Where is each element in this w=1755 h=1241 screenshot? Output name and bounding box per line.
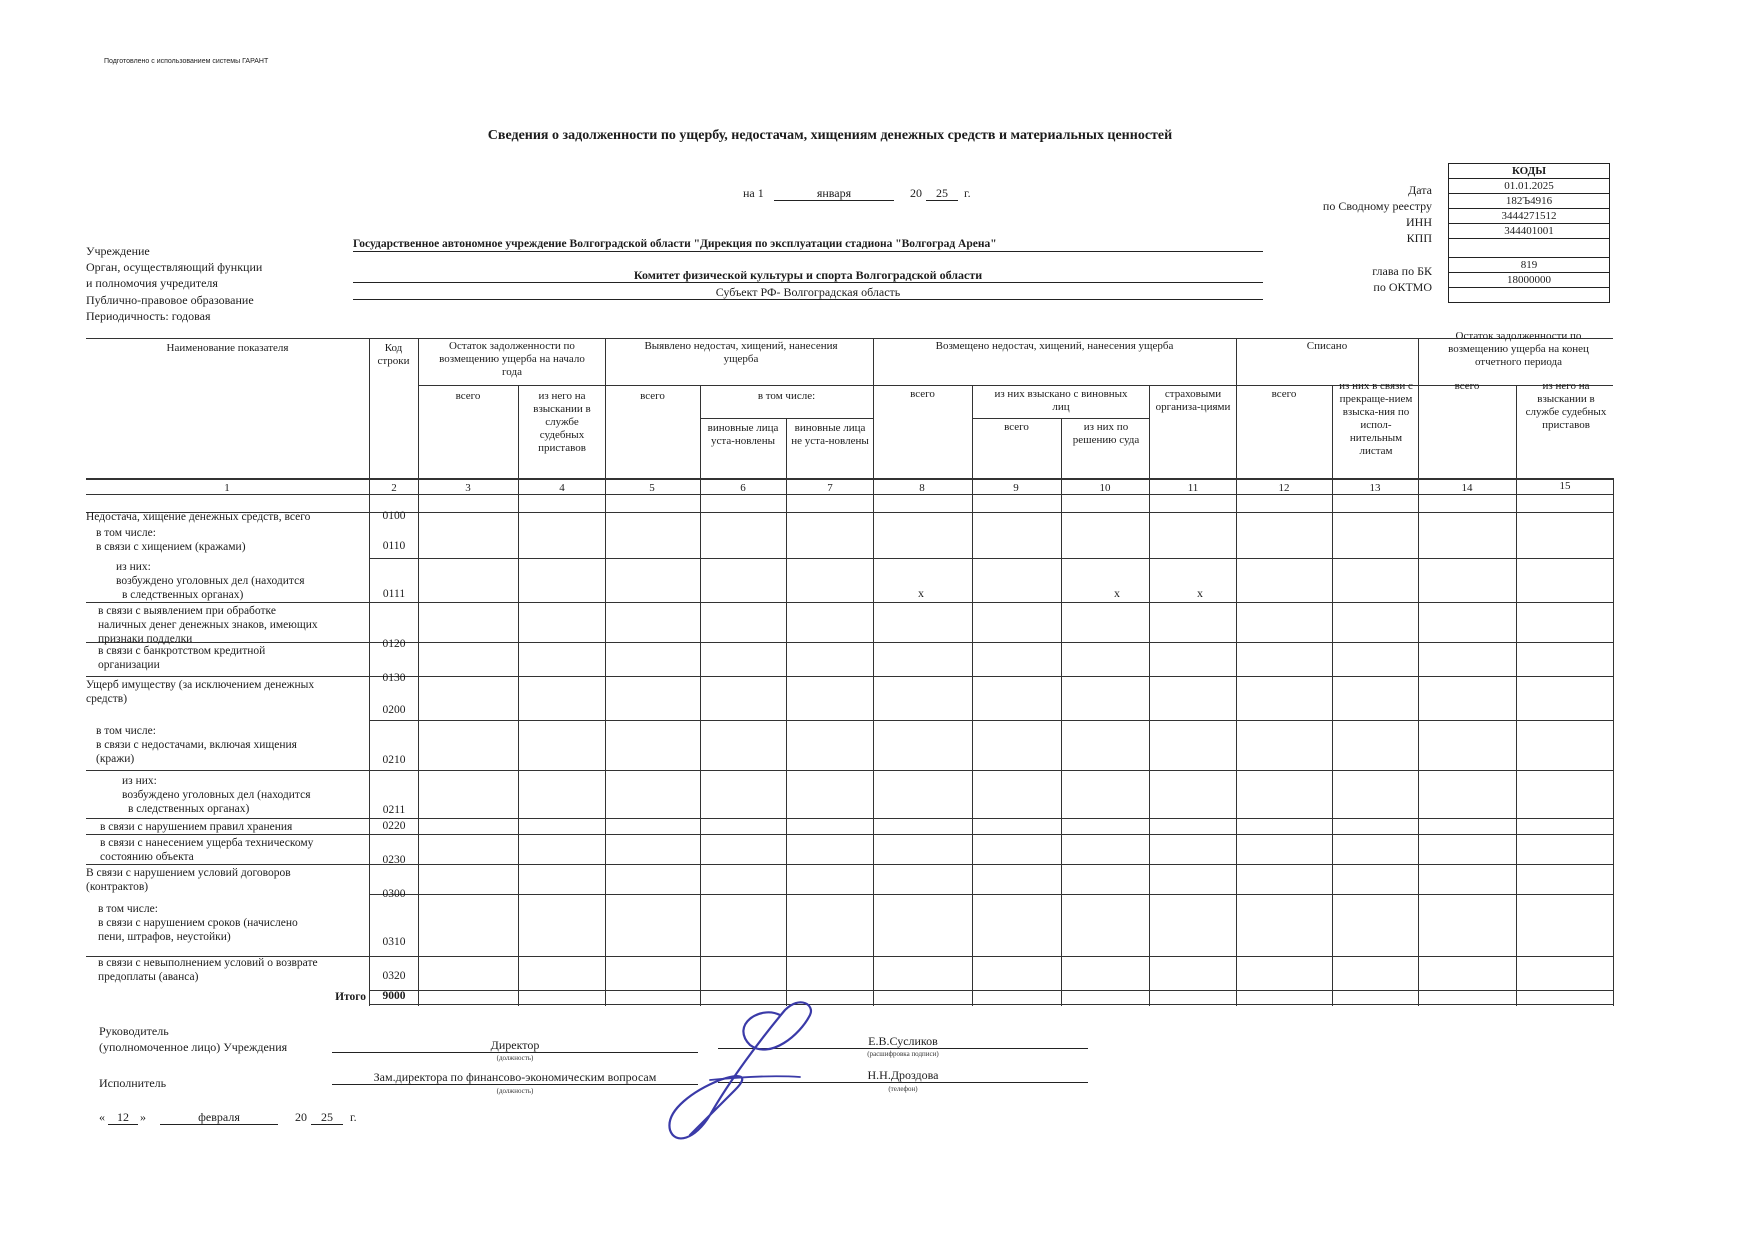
sign-date-year-prefix: 20 bbox=[295, 1110, 307, 1124]
col-num-1: 1 bbox=[224, 482, 230, 494]
x-mark-col8: x bbox=[918, 586, 924, 600]
col-num-11: 11 bbox=[1187, 482, 1199, 494]
head-label-2: (уполномоченное лицо) Учреждения bbox=[99, 1040, 288, 1054]
h-found: Выявлено недостач, хищений, нанесения ущерба bbox=[644, 340, 838, 365]
code-label-oktmo: по ОКТМО bbox=[1373, 280, 1432, 294]
sign-date-suffix: г. bbox=[350, 1110, 357, 1124]
h-written-total: всего bbox=[1271, 388, 1297, 400]
h-close-total: всего bbox=[1454, 380, 1480, 392]
col-num-6: 6 bbox=[740, 482, 746, 494]
sign-date-month: февраля bbox=[160, 1110, 278, 1125]
code-label-bk: глава по БК bbox=[1372, 264, 1432, 278]
h-guilty-not-established: виновные лица не уста-новлены bbox=[791, 422, 869, 447]
founder-label-2: и полномочия учредителя bbox=[86, 276, 218, 290]
h-open: Остаток задолженности по возмещению ущерба на начало года bbox=[439, 340, 585, 378]
col-num-10: 10 bbox=[1099, 482, 1111, 494]
col-num-7: 7 bbox=[827, 482, 833, 494]
col-num-5: 5 bbox=[649, 482, 655, 494]
row-code-0111: 0111 bbox=[382, 588, 406, 600]
sign-date-close-quote: » bbox=[140, 1110, 146, 1124]
row-code-0130: 0130 bbox=[382, 672, 406, 684]
sign-date-year: 25 bbox=[311, 1110, 343, 1125]
row-0100-label: Недостача, хищение денежных средств, всего bbox=[86, 511, 311, 523]
h-from-guilty: из них взыскано с виновных лиц bbox=[994, 388, 1128, 413]
row-0320-label: в связи с невыполнением условий о возврате предоплаты (аванса) bbox=[98, 957, 318, 983]
code-oktmo: 18000000 bbox=[1449, 273, 1610, 288]
institution-label: Учреждение bbox=[86, 244, 150, 258]
h-close-bailiffs: из него на взыскании в службе судебных приставов bbox=[1525, 380, 1607, 431]
row-code-0220: 0220 bbox=[382, 820, 406, 832]
col-num-14: 14 bbox=[1461, 482, 1473, 494]
row-code-0230: 0230 bbox=[382, 854, 406, 866]
exec-name: Н.Н.Дроздова bbox=[718, 1068, 1088, 1083]
row-0211-label: из них: возбуждено уголовных дел (находится в следственных органах) bbox=[122, 775, 311, 815]
h-reimb-total: всего bbox=[910, 388, 935, 400]
col-num-9: 9 bbox=[1013, 482, 1019, 494]
row-code-0300: 0300 bbox=[382, 888, 406, 900]
codes-header: КОДЫ bbox=[1449, 164, 1610, 179]
date-prefix: на 1 bbox=[743, 186, 764, 200]
codes-table bbox=[1448, 163, 1610, 303]
code-label-inn: ИНН bbox=[1406, 215, 1432, 229]
founder-label-1: Орган, осуществляющий функции bbox=[86, 260, 263, 274]
h-termination: из них в связи с прекраще-нием взыска-ния по испол-нительным листам bbox=[1339, 380, 1413, 457]
code-empty-1 bbox=[1449, 239, 1610, 258]
row-code-0320: 0320 bbox=[382, 970, 406, 982]
h-code: Код строки bbox=[377, 342, 410, 367]
x-mark-col11: x bbox=[1197, 586, 1203, 600]
h-court: из них по решению суда bbox=[1072, 421, 1140, 446]
exec-label: Исполнитель bbox=[99, 1076, 167, 1090]
row-code-0120: 0120 bbox=[382, 638, 406, 650]
row-0110-label: в том числе: в связи с хищением (кражами) bbox=[96, 527, 246, 553]
row-code-0310: 0310 bbox=[382, 936, 406, 948]
code-date: 01.01.2025 bbox=[1449, 179, 1610, 194]
row-code-0100: 0100 bbox=[382, 510, 406, 522]
col-num-15: 15 bbox=[1559, 480, 1571, 492]
row-0111-label: из них: возбуждено уголовных дел (находится в следственных органах) bbox=[116, 561, 305, 601]
row-0120-label: в связи с выявлением при обработке наличных денег денежных знаков, имеющих признаки подделки bbox=[98, 605, 318, 645]
col-num-4: 4 bbox=[559, 482, 565, 494]
h-insurance: страховыми организа-циями bbox=[1155, 388, 1231, 413]
exec-name-caption: (телефон) bbox=[888, 1085, 918, 1093]
row-code-0110: 0110 bbox=[382, 540, 406, 552]
row-0210-label: в том числе: в связи с недостачами, включая хищения (кражи) bbox=[96, 725, 297, 765]
row-0230-label: в связи с нанесением ущерба техническому состоянию объекта bbox=[100, 837, 314, 863]
founder-value: Комитет физической культуры и спорта Волгоградской области bbox=[353, 268, 1263, 283]
row-code-0200: 0200 bbox=[382, 704, 406, 716]
code-kpp: 344401001 bbox=[1449, 224, 1610, 239]
code-registry: 182Ъ4916 bbox=[1449, 194, 1610, 209]
row-code-0211: 0211 bbox=[382, 804, 406, 816]
main-table bbox=[86, 330, 1614, 1006]
garant-note: Подготовлено с использованием системы ГАРАНТ bbox=[104, 58, 269, 65]
head-name-caption: (расшифровка подписи) bbox=[867, 1050, 939, 1058]
page-title: Сведения о задолженности по ущербу, недостачам, хищениям денежных средств и материальных ценностей bbox=[487, 128, 1173, 143]
h-name: Наименование показателя bbox=[166, 342, 289, 354]
code-label-registry: по Сводному реестру bbox=[1322, 199, 1432, 213]
h-written: Списано bbox=[1306, 340, 1348, 352]
col-num-12: 12 bbox=[1278, 482, 1290, 494]
row-0300-label: В связи с нарушением условий договоров (контрактов) bbox=[86, 867, 291, 893]
h-found-total: всего bbox=[640, 390, 665, 402]
code-label-date: Дата bbox=[1408, 183, 1432, 197]
h-open-total: всего bbox=[455, 390, 481, 402]
date-suffix: г. bbox=[964, 186, 971, 200]
col-num-3: 3 bbox=[465, 482, 471, 494]
h-from-guilty-total: всего bbox=[1004, 421, 1029, 433]
h-found-incl: в том числе: bbox=[757, 390, 816, 402]
public-entity-label: Публично-правовое образование bbox=[86, 293, 254, 307]
col-num-8: 8 bbox=[919, 482, 925, 494]
x-mark-col10: x bbox=[1114, 586, 1120, 600]
h-guilty-established: виновные лица уста-новлены bbox=[707, 422, 779, 447]
row-0200-label: Ущерб имуществу (за исключением денежных средств) bbox=[86, 679, 315, 705]
row-code-9000: 9000 bbox=[382, 990, 406, 1002]
h-reimb: Возмещено недостач, хищений, нанесения ущерба bbox=[935, 340, 1174, 352]
periodicity-label: Периодичность: годовая bbox=[86, 309, 211, 323]
col-num-2: 2 bbox=[391, 482, 397, 494]
row-0310-label: в том числе: в связи с нарушением сроков (начислено пени, штрафов, неустойки) bbox=[98, 903, 298, 943]
date-month: января bbox=[774, 186, 894, 201]
col-num-13: 13 bbox=[1369, 482, 1381, 494]
sign-date-day: 12 bbox=[108, 1110, 138, 1125]
code-empty-2 bbox=[1449, 288, 1610, 303]
h-close: Остаток задолженности по возмещению ущерба на конец отчетного периода bbox=[1448, 330, 1589, 368]
head-position-caption: (должность) bbox=[496, 1054, 534, 1062]
row-code-0210: 0210 bbox=[382, 754, 406, 766]
date-year-prefix: 20 bbox=[910, 186, 922, 200]
sign-date-open-quote: « bbox=[99, 1110, 105, 1124]
institution-value: Государственное автономное учреждение Волгоградской области "Дирекция по эксплуатации стадиона "Волгоград Арена" bbox=[353, 237, 1263, 252]
head-position: Директор bbox=[332, 1038, 698, 1053]
date-year: 25 bbox=[926, 186, 958, 201]
code-label-kpp: КПП bbox=[1406, 231, 1432, 245]
head-label-1: Руководитель bbox=[99, 1024, 169, 1038]
row-0130-label: в связи с банкротством кредитной организации bbox=[98, 645, 266, 671]
code-inn: 3444271512 bbox=[1449, 209, 1610, 224]
row-0220-label: в связи с нарушением правил хранения bbox=[100, 821, 293, 833]
exec-position-caption: (должность) bbox=[496, 1087, 534, 1095]
total-label: Итого bbox=[335, 991, 366, 1003]
exec-position: Зам.директора по финансово-экономическим вопросам bbox=[332, 1070, 698, 1085]
code-bk: 819 bbox=[1449, 258, 1610, 273]
signature-scribble bbox=[650, 985, 850, 1155]
public-entity-value: Субъект РФ- Волгоградская область bbox=[353, 285, 1263, 300]
head-name: Е.В.Сусликов bbox=[718, 1034, 1088, 1049]
h-open-bailiffs: из него на взыскании в службе судебных приставов bbox=[533, 390, 591, 454]
